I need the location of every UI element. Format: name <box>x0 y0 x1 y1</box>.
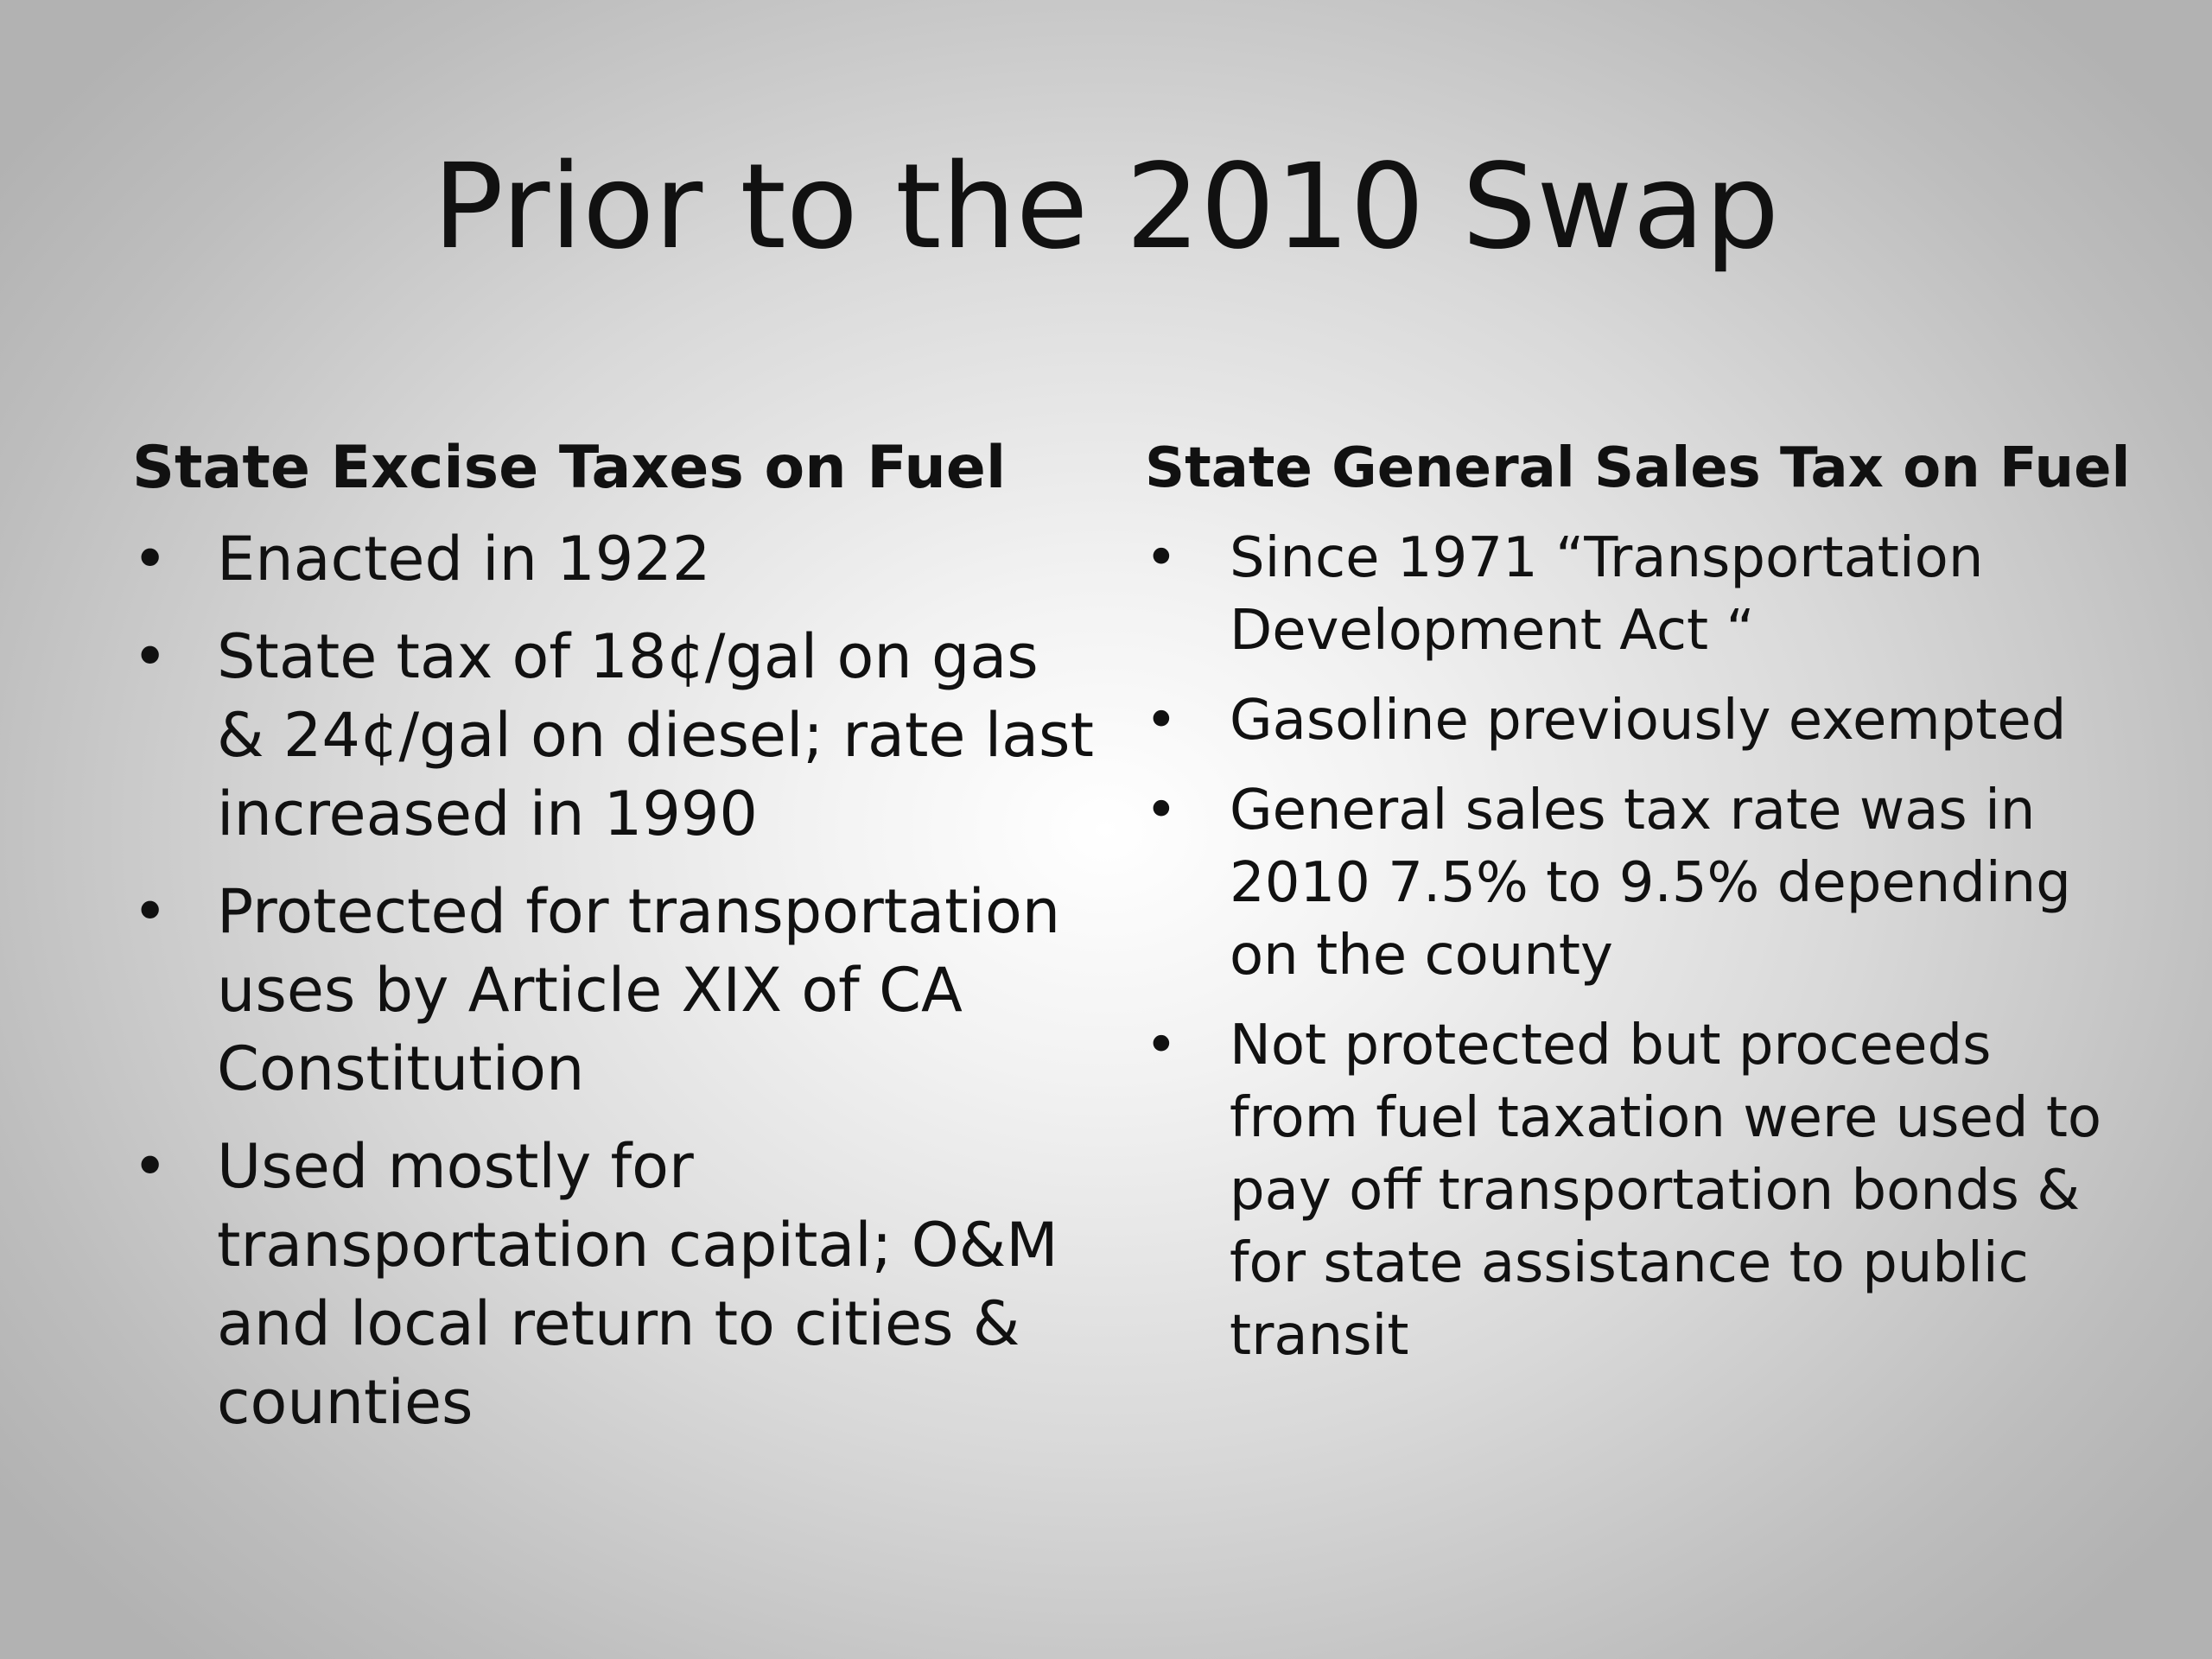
right-column-heading: State General Sales Tax on Fuel <box>1145 436 2131 500</box>
list-item <box>132 520 1100 599</box>
bullet-text: Gasoline previously exempted <box>1230 689 2067 753</box>
list-item <box>132 873 1100 1109</box>
bullet-icon: • <box>1145 689 1178 753</box>
bullet-text: Enacted in 1922 <box>217 524 711 594</box>
list-item <box>132 1128 1100 1442</box>
bullet-icon: • <box>132 524 168 594</box>
bullet-text: State tax of 18¢/gal on gas & 24¢/gal on diesel; rate last increased in 1990 <box>217 621 1094 849</box>
bullet-text: Used mostly for transportation capital; O&M and local return to cities & counties <box>217 1131 1058 1438</box>
bullet-icon: • <box>1145 779 1178 842</box>
bullet-text: Not protected but proceeds from fuel taxation were used to pay off transportation bonds & for state assistance to public transit <box>1230 1014 2102 1368</box>
list-item <box>1145 684 2121 757</box>
left-column-heading: State Excise Taxes on Fuel <box>132 434 1007 502</box>
bullet-icon: • <box>1145 526 1178 590</box>
right-bullet-list <box>1145 522 2121 1372</box>
bullet-icon: • <box>132 621 168 692</box>
right-column <box>1145 432 2131 1389</box>
slide-title: Prior to the 2010 Swap <box>432 139 1780 276</box>
bullet-icon: • <box>1145 1014 1178 1077</box>
left-bullet-list <box>132 520 1100 1442</box>
bullet-text: General sales tax rate was in 2010 7.5% to 9.5% depending on the county <box>1230 779 2071 988</box>
bullet-icon: • <box>132 876 168 947</box>
bullet-text: Since 1971 “Transportation Development Act “ <box>1230 526 1984 663</box>
list-item <box>1145 522 2121 667</box>
list-item <box>1145 774 2121 992</box>
bullet-text: Protected for transportation uses by Article XIX of CA Constitution <box>217 876 1061 1104</box>
bullet-icon: • <box>132 1131 168 1202</box>
list-item <box>132 618 1100 854</box>
left-column <box>132 432 1100 1461</box>
list-item <box>1145 1009 2121 1372</box>
